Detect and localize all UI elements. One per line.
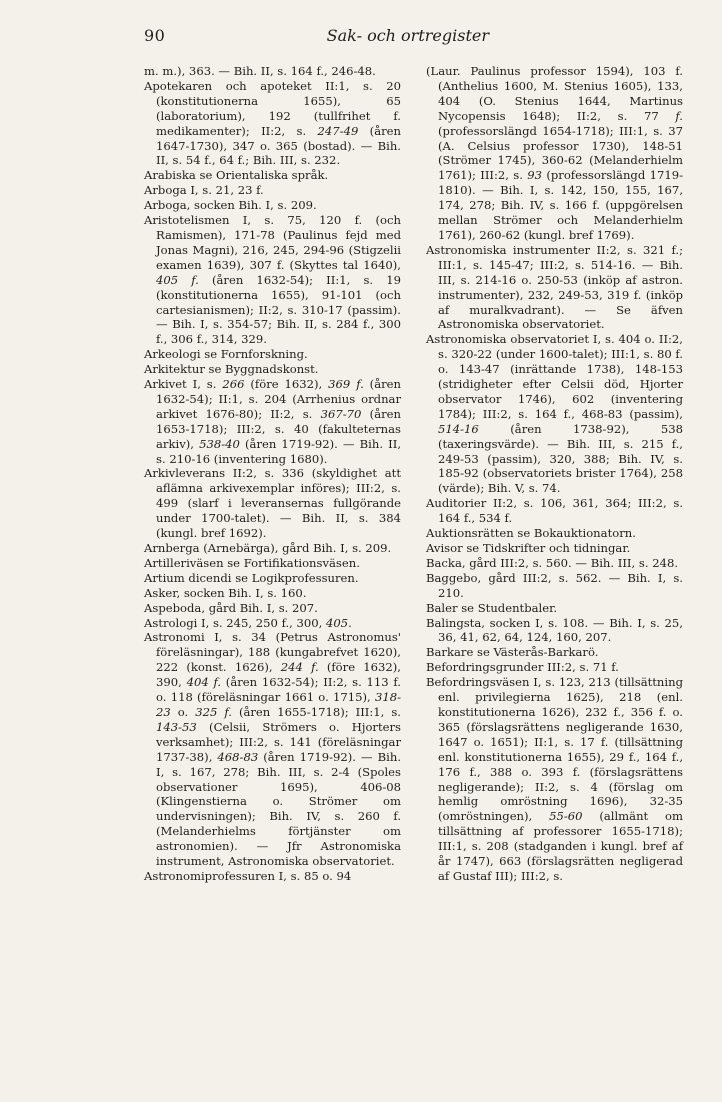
index-entry: Arkivleverans II:2, s. 336 (skyldighet att aflämna arkivexemplar införes); III:2, s. 499 (slarf i leveransernas fullgörande under 1700-talet). — Bih. II, s. 384 (kungl. bref 1692). [144, 466, 401, 541]
index-entry: Arabiska se Orientaliska språk. [144, 168, 329, 183]
index-entry: Artilleriväsen se Fortifikationsväsen. [144, 555, 360, 570]
index-entry: m. m.), 363. — Bih. II, s. 164 f., 246-48. [144, 64, 376, 78]
page-number: 90 [144, 26, 166, 45]
index-entry: Arboga, socken Bih. I, s. 209. [144, 198, 317, 213]
index-entry: Auktionsrätten se Bokauktionatorn. [426, 526, 636, 541]
index-entry: Baler se Studentbaler. [426, 600, 558, 615]
index-column-left [144, 64, 401, 884]
index-entry: Astrologi I, s. 245, 250 f., 300, 405. [144, 615, 352, 630]
index-entry: Astronomi I, s. 34 (Petrus Astronomus' föreläsningar), 188 (kungabrefvet 1620), 222 (konst. 1626), 244 f. (före 1632), 390, 404 f. (åren 1632-54); II:2, s. 113 f. o. 118 (föreläsningar 1661 o. 1715), 318-23 o. 325 f. (åren 1655-1718); III:1, s. 143-53 (Celsii, Strömers o. Hjorters verksamhet); III:2, s. 141 (föreläsningar 1737-38), 468-83 (åren 1719-92). — Bih. I, s. 167, 278; Bih. III, s. 2-4 (Spoles observationer 1695), 406-08 (Klingenstierna o. Strömer om undervisningen); Bih. IV, s. 260 f. (Melanderhielms förtjänster om astronomien). — Jfr Astronomiska instrument, Astronomiska observatoriet. [144, 630, 402, 869]
index-entry: Baggebo, gård III:2, s. 562. — Bih. I, s. 210. [426, 570, 683, 600]
index-entry: Arnberga (Arnebärga), gård Bih. I, s. 209. [144, 541, 392, 555]
index-entry: Arboga I, s. 21, 23 f. [144, 183, 264, 198]
index-entry: Astronomiska observatoriet I, s. 404 o. II:2, s. 320-22 (under 1600-talet); III:1, s. 80 f. o. 143-47 (inrättande 1738), 148-153 (stridigheter efter Celsii död, Hjorter observator 1746), 602 (inventering 1784); III:2, s. 164 f., 468-83 (passim), 514-16 (åren 1738-92), 538 (taxeringsvärde). — Bih. III, s. 215 f., 249-53 (passim), 320, 388; Bih. IV, s. 185-92 (observatoriets brister 1764), 258 (värde); Bih. V, s. 74. [426, 332, 683, 496]
index-entry: Auditorier II:2, s. 106, 361, 364; III:2, s. 164 f., 534 f. [426, 496, 683, 526]
index-entry: Balingsta, socken I, s. 108. — Bih. I, s. 25, 36, 41, 62, 64, 124, 160, 207. [426, 615, 683, 645]
index-entry: Backa, gård III:2, s. 560. — Bih. III, s. 248. [426, 555, 679, 570]
index-entry: Barkare se Västerås-Barkarö. [426, 645, 599, 660]
index-entry: Befordringsväsen I, s. 123, 213 (tillsättning enl. privilegierna 1625), 218 (enl. konstitutionerna 1626), 232 f., 356 f. o. 365 (förslagsrättens negligerande 1630, 1647 o. 1651); II:1, s. 17 f. (tillsättning enl. konstitutionerna 1655), 29 f., 164 f., 176 f., 388 o. 393 f. (förslagsrättens negligerande); II:2, s. 4 (förslag om hemlig omröstning 1696), 32-35 (omröstningen), 55-60 (allmänt om tillsättning af professorer 1655-1718); III:1, s. 208 (stadganden i kungl. bref af år 1747), 663 (förslagsrätten negligerad af Gustaf III); III:2, s. [426, 675, 683, 883]
index-entry: Arkitektur se Byggnadskonst. [144, 362, 319, 377]
index-entry: Aspeboda, gård Bih. I, s. 207. [144, 600, 318, 615]
index-entry: Arkivet I, s. 266 (före 1632), 369 f. (åren 1632-54); II:1, s. 204 (Arrhenius ordnar arkivet 1676-80); II:2, s. 367-70 (åren 1653-1718); III:2, s. 40 (fakulteternas arkiv), 538-40 (åren 1719-92). — Bih. II, s. 210-16 (inventering 1680). [144, 377, 401, 466]
index-entry: Aristotelismen I, s. 75, 120 f. (och Ramismen), 171-78 (Paulinus fejd med Jonas Magni), 216, 245, 294-96 (Stigzelii examen 1639), 307 f. (Skyttes tal 1640), 405 f. (åren 1632-54); II:1, s. 19 (konstitutionerna 1655), 91-101 (och cartesianismen); II:2, s. 310-17 (passim). — Bih. I, s. 354-57; Bih. II, s. 284 f., 300 f., 306 f., 314, 329. [144, 213, 401, 347]
index-entry: Befordringsgrunder III:2, s. 71 f. [426, 660, 619, 675]
index-entry: Astronomiska instrumenter II:2, s. 321 f.; III:1, s. 145-47; III:2, s. 514-16. — Bih. III, s. 214-16 o. 250-53 (inköp af astron. instrumenter), 232, 249-53, 319 f. (inköp af muralkvadrant). — Se äfven Astronomiska observatoriet. [426, 242, 683, 332]
index-entry: Artium dicendi se Logikprofessuren. [144, 570, 359, 585]
index-entry: Asker, socken Bih. I, s. 160. [144, 585, 307, 600]
index-entry: Apotekaren och apoteket II:1, s. 20 (konstitutionerna 1655), 65 (laboratorium), 192 (tullfrihet f. medikamenter); II:2, s. 247-49 (åren 1647-1730), 347 o. 365 (bostad). — Bih. II, s. 54 f., 64 f.; Bih. III, s. 232. [144, 78, 401, 168]
index-entry: Astronomiprofessuren I, s. 85 o. 94 [144, 868, 352, 883]
page-header [144, 24, 489, 54]
running-title: Sak- och ortregister [326, 26, 489, 45]
index-entry: Arkeologi se Fornforskning. [144, 347, 308, 362]
index-entry: Avisor se Tidskrifter och tidningar. [426, 541, 631, 555]
index-column-right [426, 64, 683, 884]
index-entry: (Laur. Paulinus professor 1594), 103 f. (Anthelius 1600, M. Stenius 1605), 133, 404 (O. Stenius 1644, Martinus Nycopensis 1648); II:2, s. 77 f. (professorslängd 1654-1718); III:1, s. 37 (A. Celsius professor 1730), 148-51 (Strömer 1745), 360-62 (Melanderhielm 1761); III:2, s. 93 (professorslängd 1719-1810). — Bih. I, s. 142, 150, 155, 167, 174, 278; Bih. IV, s. 166 f. (uppgörelsen mellan Strömer och Melanderhielm 1761), 260-62 (kungl. bref 1769). [426, 64, 683, 242]
